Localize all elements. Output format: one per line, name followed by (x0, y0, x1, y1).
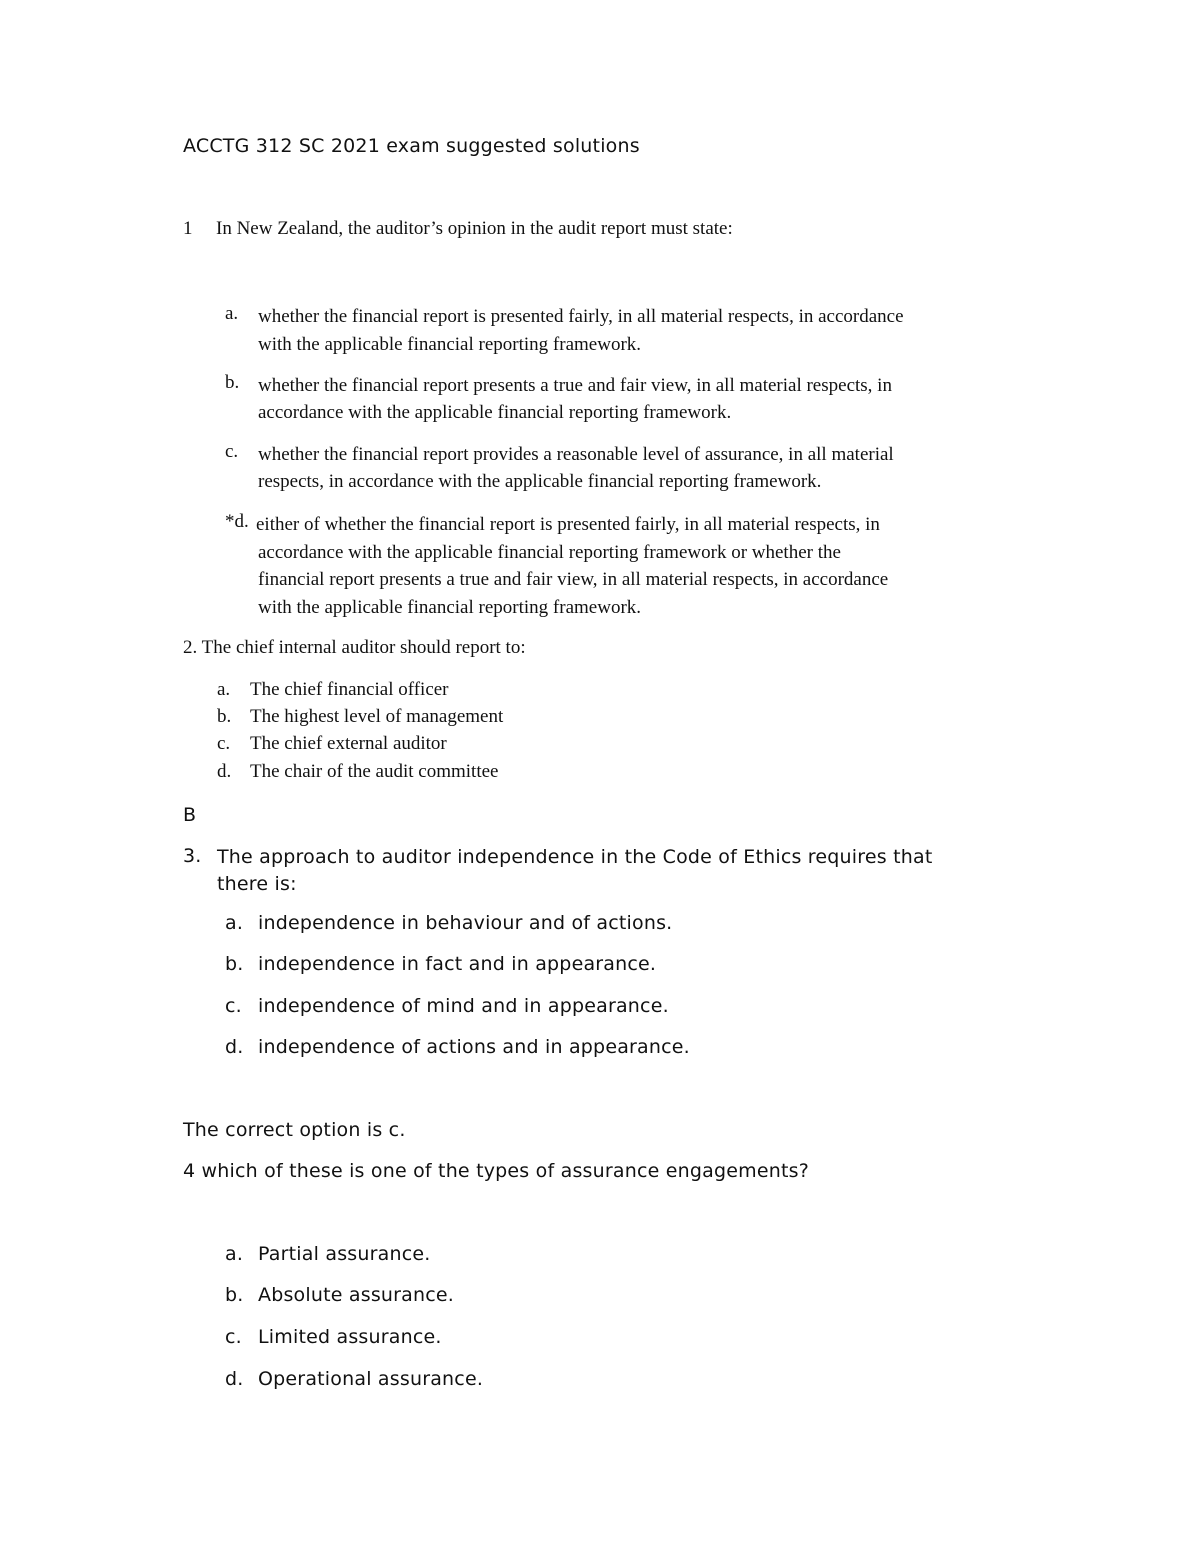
q3-question (217, 844, 932, 898)
q3-number: 3. (183, 845, 202, 867)
option-marker: b. (217, 706, 232, 727)
option-marker: a. (217, 679, 231, 700)
option-line: accordance with the applicable financial reporting framework or whether the (258, 541, 841, 563)
option-marker: *d. (225, 511, 249, 532)
option-text: The chair of the audit committee (250, 761, 499, 782)
q2-answer: B (183, 804, 197, 826)
option-line: either of whether the financial report is presented fairly, in all material respects, in (256, 514, 880, 535)
option-text: independence of mind and in appearance. (258, 995, 669, 1017)
option-line: with the applicable financial reporting framework. (258, 596, 642, 618)
option-marker: a. (225, 303, 239, 324)
option-text: Absolute assurance. (258, 1284, 455, 1306)
q2-question: 2. The chief internal auditor should report to: (183, 637, 526, 658)
option-line: with the applicable financial reporting framework. (258, 334, 642, 355)
option-line: whether the financial report presents a true and fair view, in all material respects, in (258, 375, 892, 396)
option-line: whether the financial report is presented fairly, in all material respects, in accordance (258, 306, 904, 327)
q4-question: 4 which of these is one of the types of assurance engagements? (183, 1160, 810, 1182)
option-marker: a. (225, 1243, 244, 1265)
q1-number: 1 (183, 218, 193, 239)
option-line: whether the financial report provides a reasonable level of assurance, in all material (258, 444, 894, 465)
option-marker: c. (225, 995, 242, 1017)
option-marker: b. (225, 1284, 244, 1306)
option-marker: d. (217, 761, 232, 782)
option-text: Partial assurance. (258, 1243, 431, 1265)
option-text: The chief financial officer (250, 679, 449, 700)
option-line: accordance with the applicable financial reporting framework. (258, 402, 732, 423)
option-marker: c. (225, 1326, 242, 1348)
option-marker: c. (217, 733, 231, 754)
option-marker: c. (225, 441, 239, 462)
question-line: there is: (217, 873, 297, 895)
option-marker: d. (225, 1036, 244, 1058)
option-text: independence in fact and in appearance. (258, 953, 657, 975)
option-text: Operational assurance. (258, 1368, 484, 1390)
option-text: independence in behaviour and of actions. (258, 912, 673, 934)
option-marker: a. (225, 912, 244, 934)
document-title: ACCTG 312 SC 2021 exam suggested solutions (183, 135, 640, 157)
question-line: The approach to auditor independence in the Code of Ethics requires that (217, 846, 933, 868)
option-line: respects, in accordance with the applicable financial reporting framework. (258, 471, 822, 492)
option-text: Limited assurance. (258, 1326, 442, 1348)
option-marker: b. (225, 372, 240, 393)
option-marker: b. (225, 953, 244, 975)
q3-answer: The correct option is c. (183, 1119, 406, 1141)
option-text: independence of actions and in appearance. (258, 1036, 690, 1058)
q1-question: In New Zealand, the auditor’s opinion in the audit report must state: (216, 218, 733, 239)
option-marker: d. (225, 1368, 244, 1390)
option-text: The highest level of management (250, 706, 504, 727)
option-text: The chief external auditor (250, 733, 447, 754)
option-line: financial report presents a true and fair view, in all material respects, in accordance (258, 569, 889, 590)
